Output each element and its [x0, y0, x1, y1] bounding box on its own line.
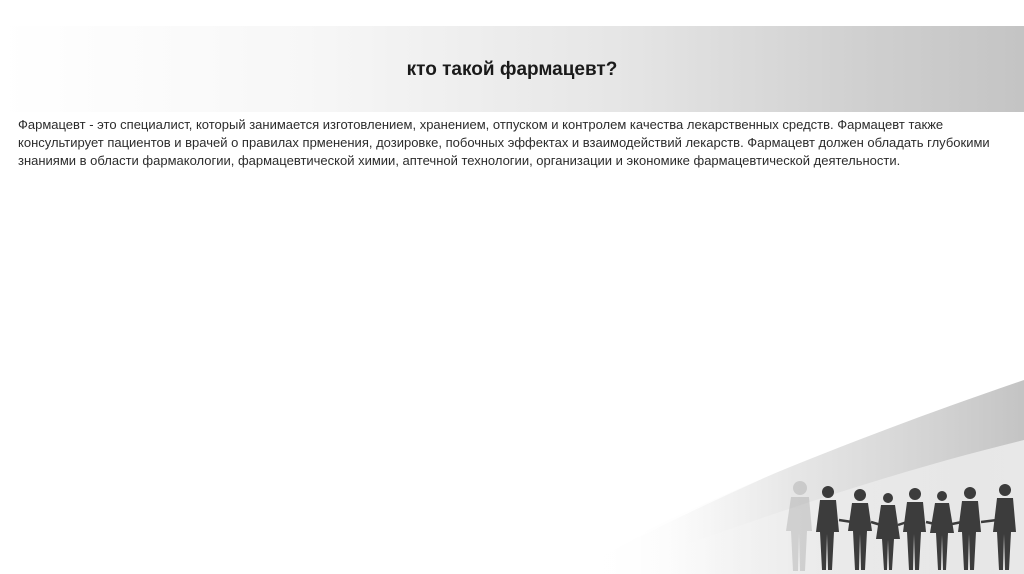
slide-title: кто такой фармацевт?	[406, 59, 618, 80]
business-people-silhouettes-icon	[560, 360, 1024, 574]
slide-body-text: Фармацевт - это специалист, который занимается изготовлением, хранением, отпуском и контролем качества лекарственных средств. Фармацевт также консультирует пациентов и врачей о правилах прменения, дозировке, побочных эффектах и взаимодействий лекарств. Фармацевт должен обладать глубокими знаниями в области фармакологии, фармацевтической химии, аптечной технологии, организации и экономике фармацевтической деятельности.	[18, 117, 990, 168]
